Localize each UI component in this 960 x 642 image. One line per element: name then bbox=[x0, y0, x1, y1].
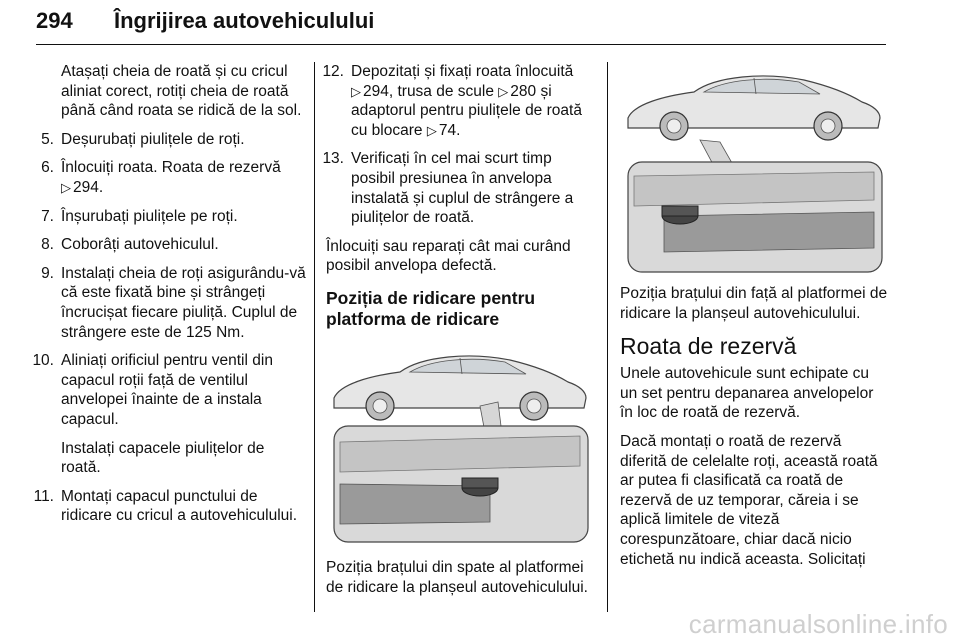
step-12: 12. Depozitați și fixați roata înlocuită ▷ 294, trusa de scule ▷ 280 și adaptorul pentru piulițele de roată cu blocare ▷ 74. bbox=[322, 63, 582, 139]
section-heading-spare-wheel: Roata de rezervă bbox=[620, 333, 797, 360]
reference-arrow-icon: ▷ bbox=[498, 83, 509, 99]
column-2 bbox=[322, 62, 596, 606]
step-13: 13. Verificați în cel mai scurt timp posibil presiunea în anvelopa instalată și cuplul de strângere a piulițelor de roată. bbox=[322, 150, 574, 227]
reference-arrow-icon: ▷ bbox=[61, 179, 71, 195]
reference-arrow-icon: ▷ bbox=[426, 122, 437, 138]
spare-wheel-paragraph-2: Dacă montați o roată de rezervă diferită de celelalte roți, această roată ar putea fi clasificată ca roată de rezervă de uz temporar, căreia i se aplică limitele de viteză corespunzătoare, chiar dacă nicio etichetă nu indică aceasta. Solicitați bbox=[620, 432, 878, 568]
figure-caption-front: Poziția brațului din față al platformei de ridicare la planșeul autovehiculului. bbox=[620, 285, 888, 322]
step-8: 8. Coborâți autovehiculul. bbox=[41, 236, 219, 254]
page-title: Îngrijirea autovehiculului bbox=[114, 8, 375, 33]
watermark: carmanualsonline.info bbox=[688, 609, 948, 639]
step-9: 9. Instalați cheia de roți asigurându-vă că este fixată bine și strângeți încrucișat fiecare piuliță. Cuplul de strângere este de 125 Nm. bbox=[41, 264, 306, 341]
section-heading-lift-position: Poziția de ridicare pentru platforma de ridicare bbox=[326, 287, 536, 329]
step-11: 11. Montați capacul punctului de ridicare cu cricul a autovehiculului. bbox=[33, 487, 298, 525]
reference-link[interactable]: 294. bbox=[73, 178, 104, 196]
paragraph-replace-tire: Înlocuiți sau reparați cât mai curând posibil anvelopa defectă. bbox=[326, 237, 571, 275]
figure-caption-rear: Poziția brațului din spate al platformei de ridicare la planșeul autovehiculului. bbox=[326, 558, 588, 596]
column-divider-1 bbox=[314, 62, 315, 612]
spare-wheel-paragraph-1: Unele autovehicule sunt echipate cu un set pentru depanarea anvelopelor în loc de roată de rezervă. bbox=[620, 365, 874, 422]
step-7: 7. Înșurubați piulițele pe roți. bbox=[41, 207, 238, 225]
step-5: 5. Deșurubați piulițele de roți. bbox=[41, 130, 245, 148]
intro-paragraph: Atașați cheia de roată și cu cricul aliniat corect, rotiți cheia de roată până când roata se ridică de la sol. bbox=[61, 63, 302, 120]
header-rule bbox=[36, 44, 886, 45]
step-6: 6. Înlocuiți roata. Roata de rezervă ▷ 294. bbox=[41, 159, 281, 196]
step-10: 10. Aliniați orificiul pentru ventil din capacul roții față de ventilul anvelopei înainte de a instala capacul. Instalați capacele piulițelor de roată. bbox=[32, 352, 273, 477]
front-lift-arm-illustration bbox=[624, 66, 886, 274]
column-1 bbox=[32, 62, 306, 535]
rear-lift-arm-illustration bbox=[330, 346, 592, 546]
reference-arrow-icon: ▷ bbox=[351, 83, 361, 99]
column-divider-2 bbox=[607, 62, 608, 612]
page-number: 294 bbox=[36, 8, 73, 33]
column-3 bbox=[620, 62, 890, 578]
page-header bbox=[36, 6, 886, 42]
